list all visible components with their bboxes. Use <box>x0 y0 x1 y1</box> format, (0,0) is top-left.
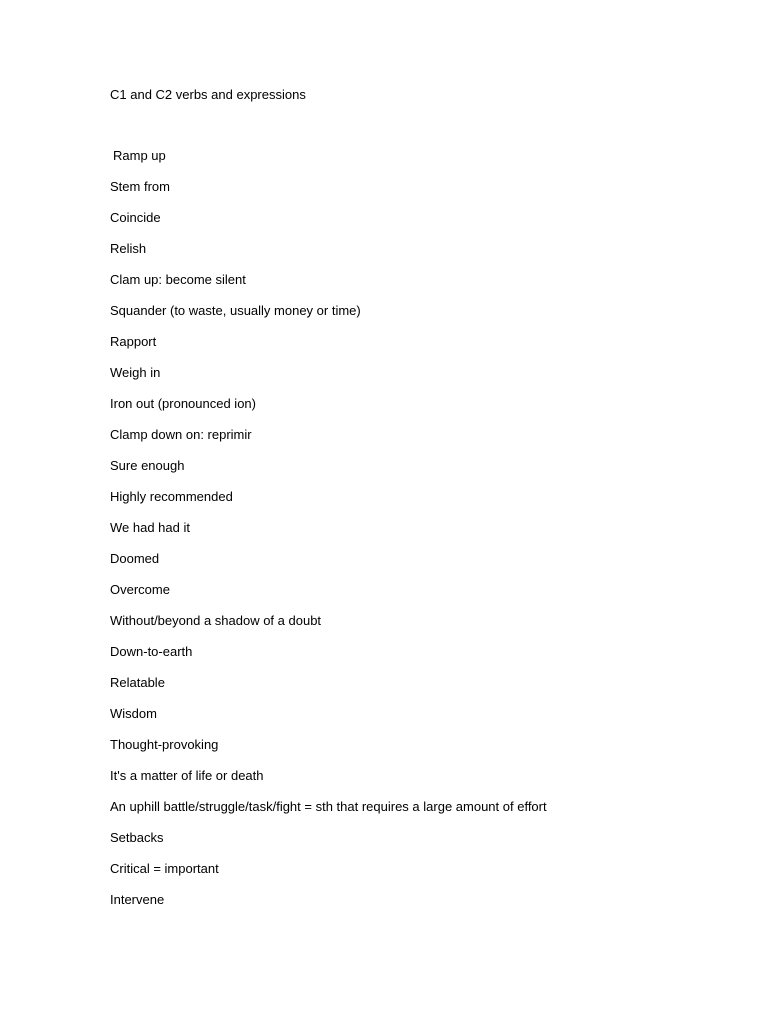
list-item: Weigh in <box>110 365 161 380</box>
list-item: Clam up: become silent <box>110 272 246 287</box>
list-item: It's a matter of life or death <box>110 768 264 783</box>
list-item: Thought-provoking <box>110 737 219 752</box>
list-item: Rapport <box>110 334 157 349</box>
list-item: Wisdom <box>110 706 157 721</box>
list-item: Iron out (pronounced ion) <box>110 396 256 411</box>
list-item: Stem from <box>110 179 170 194</box>
document-title: C1 and C2 verbs and expressions <box>110 87 306 102</box>
expression-list <box>110 147 547 922</box>
list-item: Intervene <box>110 892 165 907</box>
list-item: Doomed <box>110 551 160 566</box>
list-item: We had had it <box>110 520 190 535</box>
list-item: Critical = important <box>110 861 219 876</box>
list-item: Ramp up <box>113 148 166 163</box>
list-item: Sure enough <box>110 458 185 473</box>
list-item: Without/beyond a shadow of a doubt <box>110 613 322 628</box>
list-item: Down-to-earth <box>110 644 193 659</box>
list-item: Coincide <box>110 210 161 225</box>
list-item: An uphill battle/struggle/task/fight = sth that requires a large amount of effort <box>110 799 547 814</box>
list-item: Squander (to waste, usually money or time) <box>110 303 361 318</box>
list-item: Setbacks <box>110 830 164 845</box>
list-item: Relatable <box>110 675 165 690</box>
list-item: Overcome <box>110 582 170 597</box>
list-item: Relish <box>110 241 147 256</box>
list-item: Highly recommended <box>110 489 233 504</box>
list-item: Clamp down on: reprimir <box>110 427 252 442</box>
